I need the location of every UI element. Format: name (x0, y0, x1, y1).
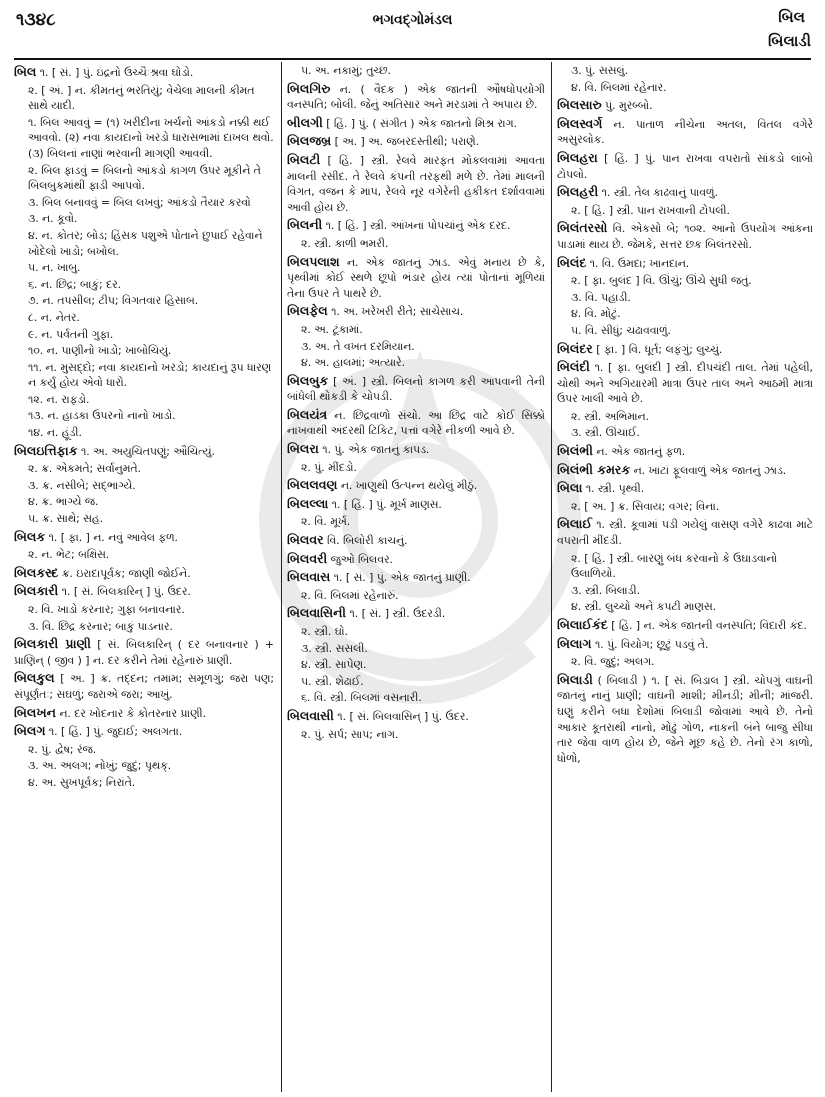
entry-sense: ૪. સ્ત્રી. સાપેણ. (301, 658, 367, 672)
dictionary-entry (287, 441, 545, 458)
column-divider (551, 62, 552, 1092)
dictionary-entry (287, 496, 545, 513)
entry-sense: ૫. વિ. સીધું; ચઢાવવાળું. (571, 323, 671, 337)
entry-sense: ૨. [ અં. ] ન. કીમતનું ભરતિયું; વેચેલા માલની કીમત સાથે યાદી. (28, 83, 255, 113)
headword: બિલલ્લા (287, 495, 329, 511)
headword: બિલા (557, 480, 583, 496)
entry-sense: ૩. ક્ર. નસીબે; સદ્ભાગ્યે. (28, 478, 136, 492)
entry-sense: ૧૨. ન. રાફડો. (28, 392, 90, 406)
entry-definition: ૧. સ્ત્રી. તેલ કાઢવાનું પાવળું. (598, 186, 718, 200)
dictionary-entry (557, 116, 813, 148)
entry-definition: ૧. [ ફા. ] ન. નવું આવેલ ફળ. (45, 530, 178, 544)
headword: બિલંદર (557, 340, 593, 356)
entry-definition: ક્ર. ઇરાદાપૂર્વક; જાણી જોઈને. (58, 566, 191, 580)
dictionary-entry (557, 255, 813, 272)
entry-definition: ૧. [ સં. ] પું. ઇંદ્રનો ઉચ્ચૈઃશ્રવા ઘોડો. (36, 66, 194, 79)
entry-sense: ૨. સ્ત્રી. ઘો. (301, 625, 348, 638)
headword: બિલટી (287, 151, 321, 167)
headword: બિલકુલ (14, 670, 55, 686)
entry-sense: ૪. અ. હાલમાં; અત્યારે. (301, 356, 406, 370)
headword: બિલપલાશ (287, 253, 340, 269)
entry-definition: ૧. પું. વિયોગ; છૂટું પડવું તે. (591, 637, 709, 651)
entry-sense: ૫. સ્ત્રી. શેઢાઈ. (301, 674, 364, 688)
dictionary-entry (14, 723, 274, 740)
entry-definition: ૧. [ સં. બિલકારિન્ ] પું. ઉંદર. (58, 585, 191, 599)
entry-sense: ૨. પું. દ્વેષ; રંજ. (28, 742, 97, 756)
dictionary-entry (14, 636, 274, 668)
dictionary-entry (557, 516, 813, 548)
entry-sense: ૪. વિ. બિલમાં રહેનાર. (571, 80, 667, 94)
entry-definition: [ સં. બિલકારિન્ ( દર બનાવનાર ) + પ્રાણિન્ ( જીવ ) ] ન. દર કરીને તેમાં રહેનારું પ્રાણી. (14, 638, 274, 667)
entry-definition: [ અ. ] અ. જબરદસ્તીથી; પરાણે. (331, 135, 480, 149)
entry-sense: ૫. ન. ખાબુ. (28, 261, 81, 275)
headword: બિલાડી (557, 671, 593, 687)
entry-sense: ૩. વિ. છિદ્ર કરનાર; બાકું પાડનાર. (28, 619, 173, 633)
entry-definition: ન. એક જાતનું ફળ. (592, 445, 686, 459)
entry-sense: ૪. ક્ર. ભાગ્યે જ. (28, 495, 99, 509)
entry-sense: ૬. ન. છિદ્ર; બાકું; દર. (28, 277, 122, 291)
entry-sense: ૬. વિ. સ્ત્રી. બિલમાં વસનારી. (301, 691, 422, 705)
dictionary-entry (14, 583, 274, 600)
column-3 (557, 62, 813, 1092)
headword: બિલકારી (14, 583, 59, 599)
dictionary-entry (14, 529, 274, 546)
headword: બિલંદી (557, 359, 590, 375)
dictionary-entry (14, 705, 274, 722)
entry-definition: ન. પાતાળ નીચેના અતલ, વિતલ વગેરે અસુરલોક. (557, 117, 813, 147)
headword: બિલંભી (557, 443, 593, 459)
dictionary-entry (287, 605, 545, 622)
entry-definition: ૧. [ સં. ] પું. એક જાતનું પ્રાણી. (330, 571, 471, 585)
headword: બિલગિરુ (287, 80, 331, 96)
entry-sense: ૨. વિ. મૂર્ખ. (301, 515, 351, 529)
dictionary-entry (557, 480, 813, 497)
entry-definition: [ હિં. ] પું. પાન રાખવા વપરાતો સાંકડો લાંબો ટોપલો. (557, 151, 813, 181)
book-title: ભગવદ્ગોમંડલ (372, 12, 453, 28)
dictionary-entry (557, 636, 813, 653)
dictionary-entry (287, 407, 545, 439)
entry-definition: [ ફા. ] વિ. ધૂર્ત; લફંગું; લુચ્ચું. (592, 342, 723, 356)
entry-sense: ૨. અ. ટૂંકામાં. (301, 322, 363, 336)
headword: બિલવાસિની (287, 605, 347, 621)
dictionary-entry (557, 150, 813, 182)
headword: બિલજબ્ર (287, 133, 332, 149)
entry-definition: [ હિં. ] પું. ( સંગીત ) એક જાતનો મિશ્ર રાગ. (322, 116, 517, 130)
entry-sense: ૨. બિલ ફાડવું = બિલનો આંકડો કાગળ ઉપર મૂકીને તે બિલબુકમાંથી ફાડી આપવો. (28, 163, 261, 193)
headword: બિલાઈકંદ (557, 617, 608, 632)
entry-sense: ૪. વિ. મોટું. (571, 307, 621, 321)
entry-definition: ન. એક જાતનું ઝાડ. એવું મનાય છે કે, પૃથ્વીમાં કોઈ સ્થળે છૂપો ભંડાર હોય ત્યાં પોતાનાં મૂળિયાં તેના ઉપર તે પાથરે છે. (287, 255, 545, 300)
entry-definition: ( બિલાડી ) ૧. [ સં. બિડાલ ] સ્ત્રી. ચોપગું વાઘની જાતનું નાનું પ્રાણી; વાઘની માશી; મીનડી; મીની; માંજરી. ઘણું કરીને બધા દેશોમાં બિલાડી જોવામાં આવે છે. તેનો આકાર કૂતરાથી નાનો, મોઢું ગોળ, નાકની બંને બાજુ સીધા તાર જેવા વાળ હોય છે, જેને મૂછ કહે છે. તેનો રંગ કાળો, ધોળો, (557, 673, 813, 765)
dictionary-entry (557, 443, 813, 460)
entry-definition: જુઓ બિલવર. (327, 552, 393, 566)
entry-definition: [ હિં. ] ન. એક જાતની વનસ્પતિ; વિદારી કંદ. (607, 619, 807, 632)
dictionary-entry (557, 359, 813, 407)
headword: બિલહરી (557, 184, 599, 200)
entry-definition: ૧. પું. એક જાતનું કાપડ. (318, 443, 430, 457)
guide-word-last: બિલાડી (768, 32, 811, 50)
column-1 (14, 62, 274, 1092)
entry-sense: ૧૪. ન. હૂંડી. (28, 426, 82, 440)
entry-sense: ૩. સ્ત્રી. ઊંચાઈ. (571, 426, 640, 440)
entry-definition: ન. ( વૈદક ) એક જાતની ઔષધોપયોગી વનસ્પતિ; બોલી. જેનું અતિસાર અને મરડામાં તે અપાય છે. (287, 82, 545, 112)
dictionary-entry (287, 152, 545, 215)
entry-definition: પું. મુરબ્બો. (601, 99, 653, 113)
headword: બિલક (14, 528, 46, 544)
entry-definition: વિ. બિલોરી કાચનું. (323, 534, 408, 548)
headword: બિલાગ (557, 635, 592, 651)
entry-sense: ૩. ન. કૂવો. (28, 212, 78, 226)
dictionary-entry (287, 115, 545, 132)
entry-definition: [ અ. ] ક્ર. તદ્દન; તમામ; સમૂળગું; જરા પણ; સંપૂર્ણતઃ; સઘળું; જરાએ જરા; આખું. (14, 672, 274, 701)
entry-sense: ૩. સ્ત્રી. બિલાડી. (571, 583, 641, 597)
headword: બિલગ (14, 723, 46, 739)
entry-sense: ૨. ક્ર. એકમતે; સર્વાનુમતે. (28, 462, 141, 476)
headword: બિલલવણ (287, 477, 338, 493)
headword: બિલવાસી (287, 707, 334, 723)
headword: બિલસારુ (557, 97, 602, 113)
entry-sense: ૨. પું. મીંદડો. (301, 460, 357, 474)
page-number: ૧૩૪૮ (16, 10, 56, 30)
entry-sense: ૪. ન. કોતર; બોડ; હિંસક પશુએ પોતાને છુપાઈ રહેવાને ખોદેલો ખાડો; બખોલ. (28, 228, 263, 258)
entry-sense: ૨. સ્ત્રી. અભિમાન. (571, 409, 649, 423)
dictionary-entry (14, 64, 274, 81)
dictionary-entry (287, 532, 545, 549)
headword: બિલંતરસો (557, 220, 608, 236)
entry-sense: ૮. ન. નેતર. (28, 310, 80, 324)
entry-sense: ૨. [ ફા. બુલંદ ] વિ. ઊંચું; ઊંચે સુધી જતું. (571, 274, 752, 288)
dictionary-entry (14, 565, 274, 582)
entry-sense: ૨. પું. સર્પ; સાપ; નાગ. (301, 727, 399, 741)
entry-sense: ૩. બિલ બનાવવું = બિલ લખવું; આંકડો તૈયાર કરવો (28, 195, 251, 209)
headword: બિલવાસ (287, 569, 331, 585)
dictionary-entry (557, 672, 813, 767)
headword: બિલફેલ (287, 303, 328, 319)
entry-definition: [ હિં. ] સ્ત્રી. રેલવે મારફત મોકલવામાં આવતા માલની રસીદ. તે રેલવે કંપની તરફથી મળે છે. તેમાં માલની વિગત, વજન કે માપ, રેલવે નૂર વગેરેની હકીકત દર્શાવવામાં આવી હોય છે. (287, 153, 545, 214)
entry-definition: ૧. [ હિં. ] પું. મૂર્ખ માણસ. (328, 497, 442, 511)
dictionary-entry (287, 477, 545, 494)
dictionary-entry (287, 569, 545, 586)
entry-definition: ૧. અ. અયુચિતપણું; ઔચિત્યું. (77, 444, 215, 458)
entry-definition: ૧. [ હિં. ] સ્ત્રી. આંખનાં પોપચાંનું એક દરદ. (322, 219, 511, 233)
entry-sense: ૩. પું. સસલું. (571, 64, 629, 77)
dictionary-entry (557, 220, 813, 252)
entry-sense: ૫. અ. નકામું; તુચ્છ. (301, 64, 391, 77)
entry-definition: ૧. અ. ખરેખરી રીતે; સાચેસાચ. (327, 305, 464, 319)
headword: બિલવર (287, 532, 324, 548)
entry-sense: ૧૩. ન. હાડકા ઉપરનો નાનો ખાડો. (28, 409, 176, 423)
entry-sense: ૨. વિ. બિલમાં રહેનારું. (301, 588, 399, 602)
dictionary-entry (287, 551, 545, 568)
guide-word-first: બિલ (778, 8, 805, 26)
headword: બિલહરા (557, 149, 598, 165)
entry-definition: ૧. [ ફા. બુલંદી ] સ્ત્રી. દીપચંદી તાલ. તેમાં પહેલી, ચોથી અને અગિયારમી માત્રા ઉપર તાલ અને આઠમી માત્રા ઉપર ખાલી આવે છે. (557, 361, 813, 406)
column-divider (281, 62, 282, 1092)
entry-sense: ૩. અ. તે વખત દરમિયાન. (301, 339, 415, 353)
entry-definition: ન. ખાણુથી ઉત્પન્ન થયેલું મીઠું. (337, 479, 478, 493)
entry-definition: ૧. [ સં. બિલવાસિન્ ] પું. ઉંદર. (333, 709, 469, 723)
entry-sense: ૨. વિ. ખાડો કરનાર; ગુફા બનાવનાર. (28, 603, 185, 616)
headword: બિલરા (287, 441, 319, 457)
entry-sense: ૫. ક્ર. સાથે; સહ. (28, 512, 104, 526)
dictionary-entry (287, 133, 545, 150)
entry-sense: ૩. વિ. પહાડી. (571, 290, 631, 304)
dictionary-entry (287, 217, 545, 234)
dictionary-entry (287, 373, 545, 405)
entry-sense: ૩. સ્ત્રી. સસલી. (301, 641, 368, 655)
headword: બિલસ્વર્ગ (557, 115, 603, 131)
dictionary-entry (557, 184, 813, 201)
entry-sense: ૧૦. ન. પાણીનો ખાડો; ખાબોચિયું. (28, 344, 172, 358)
headword: બિલખન (14, 704, 56, 720)
dictionary-entry (14, 443, 274, 460)
headword: બિલંદ (557, 254, 587, 270)
entry-definition: ન. ખાટાં ફૂલવાળું એક જાતનું ઝાડ. (630, 463, 787, 477)
headword: બિલંભી કમરક (557, 461, 631, 477)
headword: બિલબુક (287, 372, 329, 388)
entry-definition: ૧. સ્ત્રી. કૂવામાં પડી ગયેલું વાસણ વગેરે કાઢવા માટે વપરાતી મીંદડી. (557, 518, 813, 548)
entry-sense: ૩. અ. અલગ; નોખું; જુદું; પૃથક્. (28, 759, 172, 773)
entry-sense: ૪. સ્ત્રી. લુચ્ચો અને કપટી માણસ. (571, 600, 717, 614)
entry-definition: ન. દર ખોદનાર કે કોતરનાર પ્રાણી. (55, 706, 207, 720)
headword: બિલયંત્ર (287, 406, 328, 422)
headword: બિલવરી (287, 550, 328, 566)
entry-definition: ૧. [ હિં. ] પું. જુદાઈ; અલગતા. (45, 725, 183, 739)
entry-sense: ૭. ન. તપસીલ; ટીપ; વિગતવાર હિસાબ. (28, 294, 199, 308)
dictionary-entry (557, 97, 813, 114)
entry-definition: ૧. [ સં. ] સ્ત્રી. ઉંદરડી. (346, 607, 446, 621)
entry-sense: ૧. બિલ આવવું = (૧) ખરીદીના ખર્ચનો આંકડો નક્કી થઈ આવવો. (૨) નવા કાયદાનો ખરડો ધારાસભામાં દાખલ થવો. (૩) બિલનાં નાણાં ભરવાની માગણી આવવી. (28, 115, 274, 160)
headword: બિલકસ્દ (14, 564, 59, 580)
headword: બિલકારી પ્રાણી (14, 636, 91, 652)
dictionary-entry (287, 708, 545, 725)
entry-definition: ન. છિદ્રવાળો સંચો. આ છિદ્ર વાટે કોઈ સિક્કો નાખવાથી અંદરથી ટિકિટ, પત્તાં વગેરે નીકળી આવે છે. (287, 408, 545, 438)
entry-sense: ૪. અ. સુખપૂર્વક; નિરાંતે. (28, 775, 136, 789)
headword: બિલની (287, 217, 323, 233)
entry-definition: ૧. વિ. ઉમદા; ખાનદાન. (586, 256, 690, 270)
dictionary-entry (557, 462, 813, 479)
entry-sense: ૯. ન. પર્વતની ગુફા. (28, 327, 114, 341)
column-2 (287, 62, 545, 1092)
entry-sense: ૨. ન. ભેટ; બક્ષિસ. (28, 548, 110, 562)
entry-definition: વિ. એકસો બે; ૧૦૨. આનો ઉપયોગ આંકના પાડામાં થાય છે. જેમકે, સત્તર છક બિલંતરસો. (557, 222, 813, 251)
entry-sense: ૨. સ્ત્રી. કાળી ભમરી. (301, 236, 389, 250)
page-header (14, 4, 811, 58)
entry-sense: ૨. [ અ. ] ક્ર. સિવાય; વગર; વિના. (571, 499, 720, 513)
dictionary-entry (557, 617, 813, 634)
headword: બીલગી (287, 114, 323, 130)
headword: બિલ (14, 64, 37, 79)
dictionary-entry (287, 81, 545, 113)
dictionary-entry (287, 303, 545, 320)
entry-sense: ૨. [ હિં. ] સ્ત્રી. બારણું બંધ કરવાનો કે ઉઘાડવાનો ઉલાળિયો. (571, 551, 778, 581)
entry-definition: [ અં. ] સ્ત્રી. બિલનો કાગળ કરી આપવાની તેની બાંધેલી થોકડી કે ચોપડી. (287, 374, 545, 404)
entry-sense: ૨. વિ. જુદું; અલગ. (571, 655, 655, 669)
entry-definition: ૧. સ્ત્રી. પૃથ્વી. (582, 482, 645, 496)
dictionary-entry (557, 341, 813, 358)
header-rule (14, 58, 811, 60)
headword: બિલાઈ (557, 516, 593, 532)
dictionary-entry (14, 670, 274, 702)
headword: બિલઇત્તિફાક (14, 442, 78, 458)
dictionary-entry (287, 254, 545, 302)
entry-sense: ૨. [ હિં. ] સ્ત્રી. પાન રાખવાની ટોપલી. (571, 203, 730, 217)
entry-sense: ૧૧. ન. મુસદ્દો; નવા કાયદાનો ખરડો; કાયદાનું રૂપ ધારણ ન કર્યું હોય એવો ધારો. (28, 360, 272, 390)
